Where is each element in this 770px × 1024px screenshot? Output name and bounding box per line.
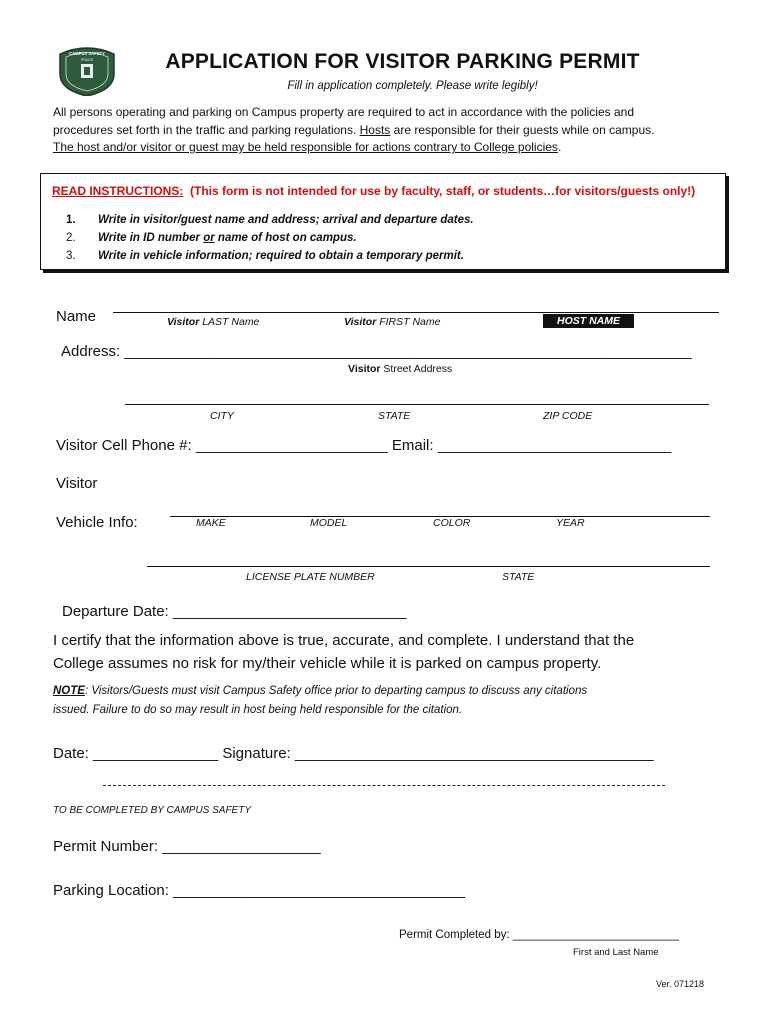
email-label: Email:: [387, 437, 438, 454]
date-label: Date:: [53, 745, 94, 762]
city-state-zip-line[interactable]: [125, 404, 709, 405]
page-title: APPLICATION FOR VISITOR PARKING PERMIT: [165, 50, 640, 73]
permit-number-blank: ___________________: [162, 838, 321, 855]
caption-text: LAST Name: [199, 316, 260, 328]
permit-completed-label: Permit Completed by:: [399, 929, 513, 941]
permit-completed-field[interactable]: [399, 929, 679, 941]
note-text: [53, 682, 733, 720]
note-body: : Visitors/Guests must visit Campus Safety office prior to departing campus to discuss any citations: [84, 685, 588, 697]
intro-line-3: [53, 139, 733, 157]
certification-text: [53, 629, 743, 675]
step-or: or: [203, 232, 215, 244]
step-text: name of host on campus.: [214, 232, 357, 244]
instructions-note: (This form is not intended for use by faculty, staff, or students…for visitors/guests only!): [190, 184, 696, 198]
cell-phone-blank: _______________________: [195, 437, 388, 454]
parking-location-blank: ___________________________________: [173, 882, 466, 899]
departure-date-field[interactable]: [62, 603, 406, 620]
zip-caption: ZIP CODE: [543, 410, 593, 422]
plate-caption: LICENSE PLATE NUMBER: [246, 571, 375, 583]
permit-number-field[interactable]: [53, 838, 321, 855]
parking-location-field[interactable]: [53, 882, 465, 899]
parking-location-label: Parking Location:: [53, 882, 174, 899]
make-caption: MAKE: [196, 517, 226, 529]
signature-label: Signature:: [218, 745, 295, 762]
intro-line-2: [53, 122, 733, 140]
address-label: Address:: [61, 343, 125, 360]
departure-label: Departure Date:: [62, 603, 173, 620]
svg-text:CAMPUS SAFETY: CAMPUS SAFETY: [69, 51, 105, 56]
note-line-2: issued. Failure to do so may result in host being held responsible for the citation.: [53, 704, 463, 716]
step-number: 3.: [66, 250, 76, 262]
intro-underlined: The host and/or visitor or guest may be held responsible for actions contrary to College policies: [53, 140, 558, 154]
step-number: 1.: [66, 214, 76, 226]
intro-period: .: [557, 140, 562, 154]
instruction-steps: [66, 211, 474, 265]
intro-paragraph: [53, 104, 733, 157]
step-2: [66, 229, 474, 247]
step-text: Write in vehicle information; required to obtain a temporary permit.: [98, 250, 464, 262]
step-3: [66, 247, 474, 265]
note-label: NOTE: [53, 685, 85, 697]
step-text: Write in visitor/guest name and address; arrival and departure dates.: [98, 214, 474, 226]
date-blank: _______________: [93, 745, 219, 762]
certify-line-1: I certify that the information above is true, accurate, and complete. I understand that the: [53, 632, 635, 649]
departure-blank: ____________________________: [172, 603, 407, 620]
address-field[interactable]: [61, 343, 692, 360]
year-caption: YEAR: [556, 517, 585, 529]
cut-divider: [103, 785, 665, 786]
hosts-word: Hosts: [359, 122, 391, 137]
visitor-last-name-caption: [167, 316, 259, 328]
name-field-line[interactable]: [113, 312, 719, 313]
permit-number-label: Permit Number:: [53, 838, 163, 855]
intro-line-1: All persons operating and parking on Campus property are required to act in accordance with the policies and: [53, 105, 635, 119]
vehicle-label-2: Vehicle Info:: [56, 514, 138, 531]
first-last-name-caption: First and Last Name: [573, 947, 659, 958]
page-subtitle: Fill in application completely. Please write legibly!: [287, 80, 538, 92]
certify-line-2: College assumes no risk for my/their vehicle while it is parked on campus property.: [53, 655, 602, 672]
street-address-caption: [348, 363, 452, 375]
intro-text: are responsible for their guests while on campus.: [390, 122, 655, 137]
visitor-word: Visitor: [348, 363, 381, 375]
caption-text: FIRST Name: [376, 316, 441, 328]
vehicle-label-1: Visitor: [56, 475, 98, 492]
step-text: Write in ID number: [98, 232, 204, 244]
plate-state-caption: STATE: [502, 571, 535, 583]
read-instructions-label: READ INSTRUCTIONS:: [52, 184, 184, 198]
name-label: Name: [56, 308, 97, 325]
version-label: Ver. 071218: [656, 979, 705, 989]
address-blank: ____________________________________________________________________: [124, 343, 692, 360]
city-caption: CITY: [210, 410, 234, 422]
step-1: [66, 211, 474, 229]
visitor-first-name-caption: [344, 316, 440, 328]
campus-safety-heading: TO BE COMPLETED BY CAMPUS SAFETY: [53, 805, 252, 816]
model-caption: MODEL: [310, 517, 348, 529]
signature-blank: ___________________________________________: [294, 745, 654, 762]
svg-text:POLICE: POLICE: [81, 58, 93, 62]
email-blank: ____________________________: [437, 437, 672, 454]
step-number: 2.: [66, 232, 76, 244]
permit-completed-blank: __________________________: [512, 929, 680, 941]
instructions-heading: [52, 184, 695, 198]
color-caption: COLOR: [433, 517, 471, 529]
state-caption: STATE: [378, 410, 411, 422]
intro-text: procedures set forth in the traffic and parking regulations.: [53, 122, 360, 137]
cell-phone-field[interactable]: [56, 437, 671, 454]
visitor-word: Visitor: [167, 316, 200, 328]
visitor-word: Visitor: [344, 316, 377, 328]
caption-text: Street Address: [380, 363, 453, 375]
cell-phone-label: Visitor Cell Phone #:: [56, 437, 196, 454]
note-line-1: [53, 682, 733, 701]
host-name-badge: HOST NAME: [543, 314, 634, 328]
date-signature-row[interactable]: [53, 745, 654, 762]
plate-line[interactable]: [147, 566, 710, 567]
